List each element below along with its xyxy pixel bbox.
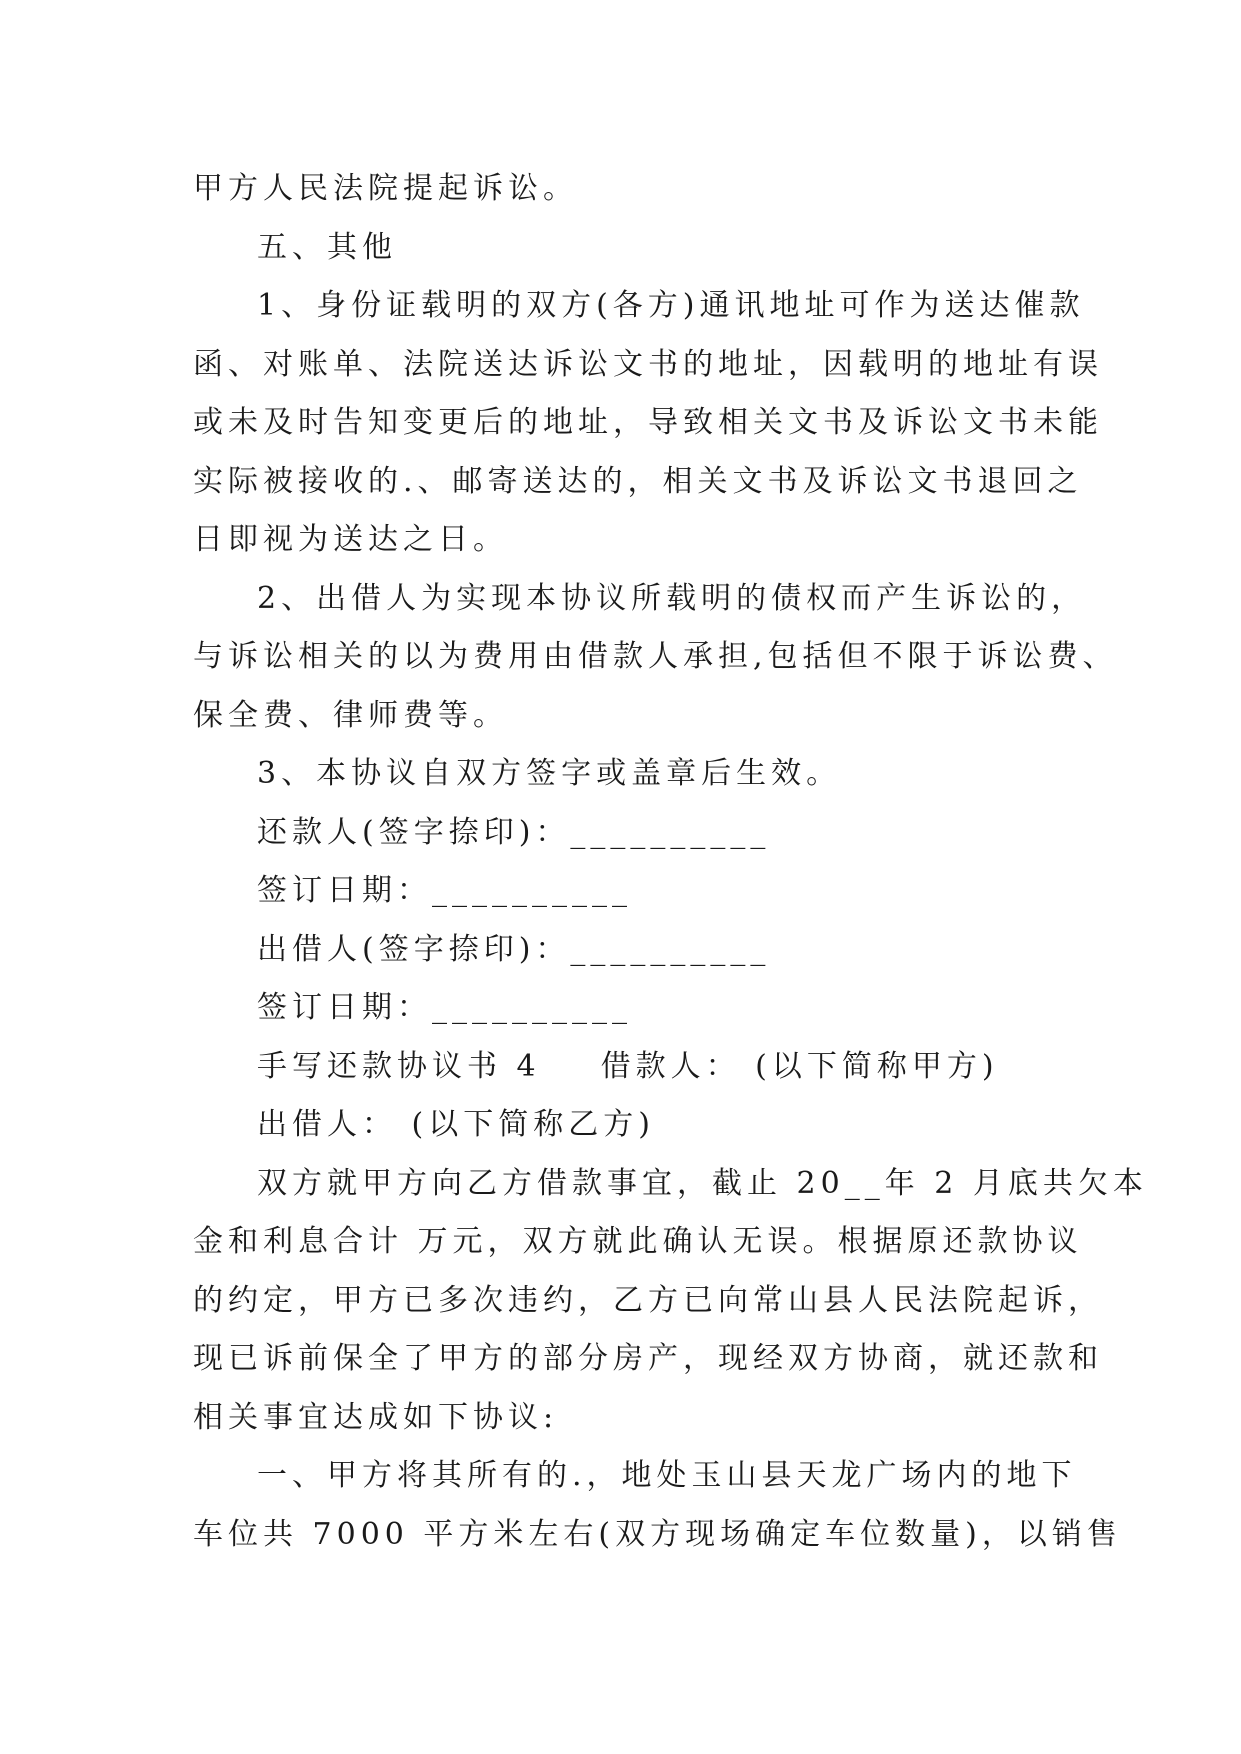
text-line: 的约定，甲方已多次违约，乙方已向常山县人民法院起诉，	[193, 1282, 1103, 1318]
text-line: 金和利息合计 万元，双方就此确认无误。根据原还款协议	[193, 1224, 1083, 1259]
document-page	[193, 160, 1148, 1564]
document-title: 手写还款协议书 4	[257, 1048, 541, 1084]
text-line: 日即视为送达之日。	[193, 522, 508, 557]
text-line: 实际被接收的.、邮寄送达的，相关文书及诉讼文书退回之	[193, 463, 1083, 499]
text-line: 一、甲方将其所有的.，地处玉山县天龙广场内的地下	[257, 1458, 1077, 1493]
signing-date-line: 签订日期：__________	[257, 990, 632, 1025]
text-line: 或未及时告知变更后的地址，导致相关文书及诉讼文书未能	[193, 405, 1103, 440]
text-line: 2、出借人为实现本协议所载明的债权而产生诉讼的，	[257, 580, 1087, 616]
text-line: 甲方人民法院提起诉讼。	[193, 171, 578, 206]
text-line: 函、对账单、法院送达诉讼文书的地址，因载明的地址有误	[193, 346, 1103, 382]
signing-date-line: 签订日期：__________	[257, 873, 632, 908]
text-line: 保全费、律师费等。	[193, 697, 508, 733]
document-title-line	[193, 1038, 1063, 1097]
text-line: 1、身份证载明的双方(各方)通讯地址可作为送达催款	[257, 288, 1085, 323]
borrower-label: 借款人： (以下简称甲方)	[600, 1048, 999, 1084]
text-line: 双方就甲方向乙方借款事宜，截止 20__年 2 月底共欠本	[257, 1165, 1148, 1201]
text-line: 相关事宜达成如下协议:	[193, 1399, 559, 1435]
section-heading: 五、其他	[257, 229, 397, 265]
text-line: 现已诉前保全了甲方的部分房产，现经双方协商，就还款和	[193, 1341, 1103, 1376]
signature-line-lender: 出借人(签字捺印)：__________	[257, 931, 771, 967]
signature-line-repayer: 还款人(签字捺印)：__________	[257, 814, 771, 850]
lender-label: 出借人： (以下简称乙方)	[257, 1107, 655, 1142]
text-line: 3、本协议自双方签字或盖章后生效。	[257, 756, 842, 791]
text-line: 车位共 7000 平方米左右(双方现场确定车位数量)，以销售	[193, 1516, 1122, 1552]
text-line: 与诉讼相关的以为费用由借款人承担,包括但不限于诉讼费、	[193, 639, 1118, 674]
